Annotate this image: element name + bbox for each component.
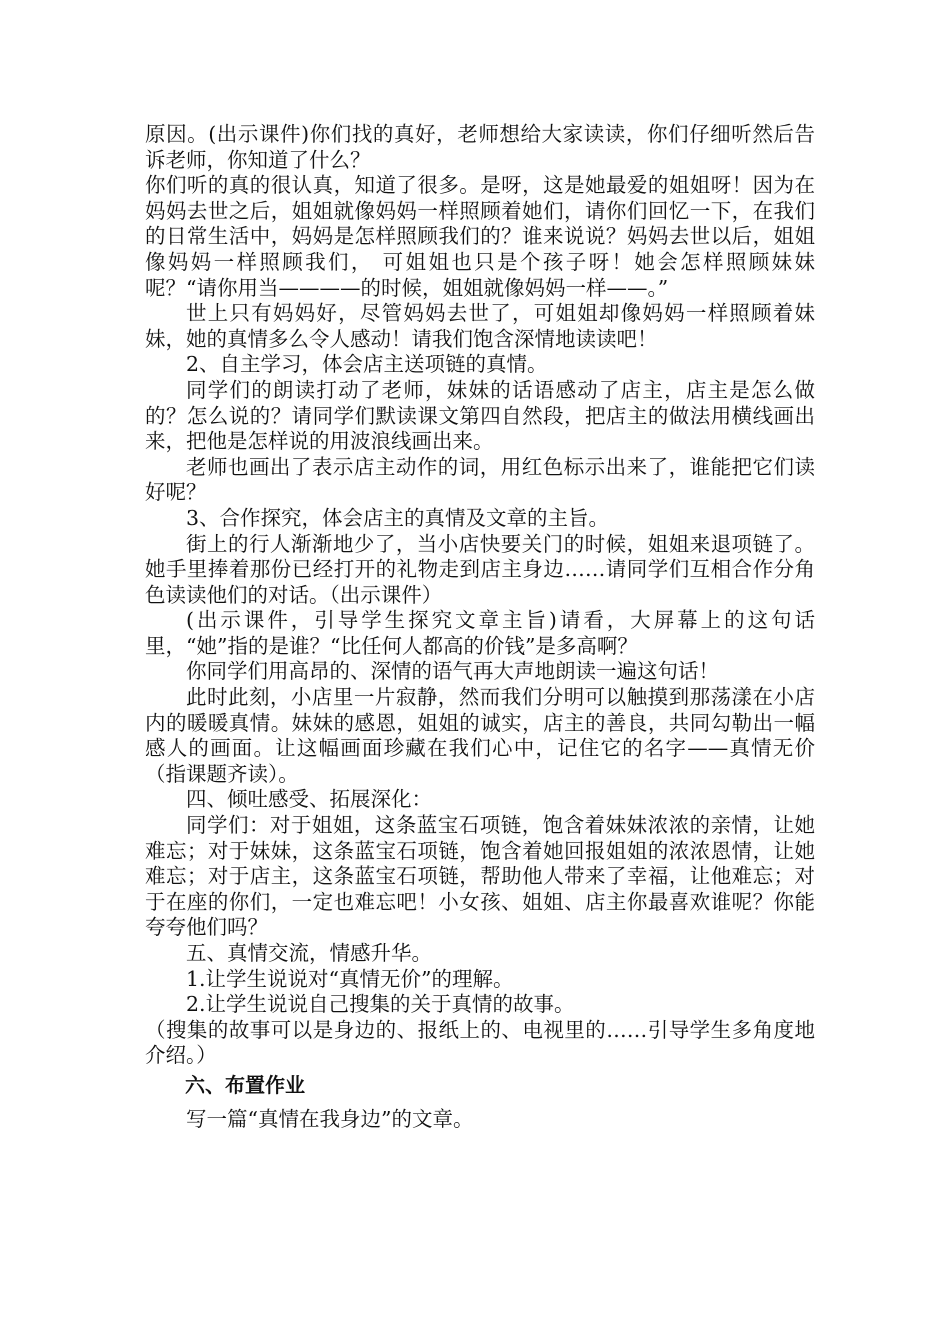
paragraph: 世上只有妈妈好，尽管妈妈去世了，可姐姐却像妈妈一样照顾着妹妹，她的真情多么令人感动！请我们饱含深情地读读吧！ [145, 301, 815, 351]
paragraph: 老师也画出了表示店主动作的词，用红色标示出来了，谁能把它们读好呢？ [145, 454, 815, 505]
document-body [145, 122, 815, 1132]
paragraph: 街上的行人渐渐地少了，当小店快要关门的时候，姐姐来退项链了。她手里捧着那份已经打开的礼物走到店主身边……请同学们互相合作分角色读读他们的对话。（出示课件） [145, 531, 815, 607]
paragraph: (出示课件，引导学生探究文章主旨)请看，大屏幕上的这句话里，“她”指的是谁？“比任何人都高的价钱”是多高啊？ [145, 608, 815, 658]
section-subheading: 2、自主学习，体会店主送项链的真情。 [186, 352, 548, 377]
list-item: 2.让学生说说自己搜集的关于真情的故事。 [186, 992, 575, 1017]
paragraph: 此时此刻，小店里一片寂静，然而我们分明可以触摸到那荡漾在小店内的暖暖真情。妹妹的感恩，姐姐的诚实，店主的善良，共同勾勒出一幅感人的画面。让这幅画面珍藏在我们心中，记住它的名字——真情无价（指课题齐读）。 [145, 685, 815, 786]
section-subheading: 3、合作探究，体会店主的真情及文章的主旨。 [186, 505, 610, 530]
assignment-text: 写一篇“真情在我身边”的文章。 [186, 1106, 474, 1131]
paragraph: 原因。(出示课件)你们找的真好，老师想给大家读读，你们仔细听然后告诉老师，你知道了什么？ [145, 122, 815, 172]
paragraph: （搜集的故事可以是身边的、报纸上的、电视里的……引导学生多角度地介绍。） [145, 1017, 815, 1068]
paragraph: 同学们：对于姐姐，这条蓝宝石项链，饱含着妹妹浓浓的亲情，让她难忘；对于妹妹，这条蓝宝石项链，饱含着她回报姐姐的浓浓恩情，让她难忘；对于店主，这条蓝宝石项链，帮助他人带来了幸福，让他难忘；对于在座的你们，一定也难忘吧！小女孩、姐姐、店主你最喜欢谁呢？你能夸夸他们吗？ [145, 813, 815, 940]
assignment-heading: 六、布置作业 [185, 1072, 305, 1097]
paragraph: 同学们的朗读打动了老师，妹妹的话语感动了店主，店主是怎么做的？怎么说的？请同学们默读课文第四自然段，把店主的做法用横线画出来，把他是怎样说的用波浪线画出来。 [145, 377, 815, 454]
section-heading: 四、倾吐感受、拓展深化： [186, 787, 432, 812]
section-heading: 五、真情交流，情感升华。 [186, 941, 432, 965]
list-item: 1.让学生说说对“真情无价”的理解。 [186, 966, 514, 991]
paragraph: 你同学们用高昂的、深情的语气再大声地朗读一遍这句话！ [186, 659, 719, 684]
paragraph: 你们听的真的很认真，知道了很多。是呀，这是她最爱的姐姐呀！因为在妈妈去世之后，姐姐就像妈妈一样照顾着她们，请你们回忆一下，在我们的日常生活中，妈妈是怎样照顾我们的？谁来说说？妈妈去世以后，姐姐像妈妈一样照顾我们， 可姐姐也只是个孩子呀！她会怎样照顾妹妹呢？“请你用当————的时候，姐姐就像妈妈一样——。” [145, 173, 815, 300]
